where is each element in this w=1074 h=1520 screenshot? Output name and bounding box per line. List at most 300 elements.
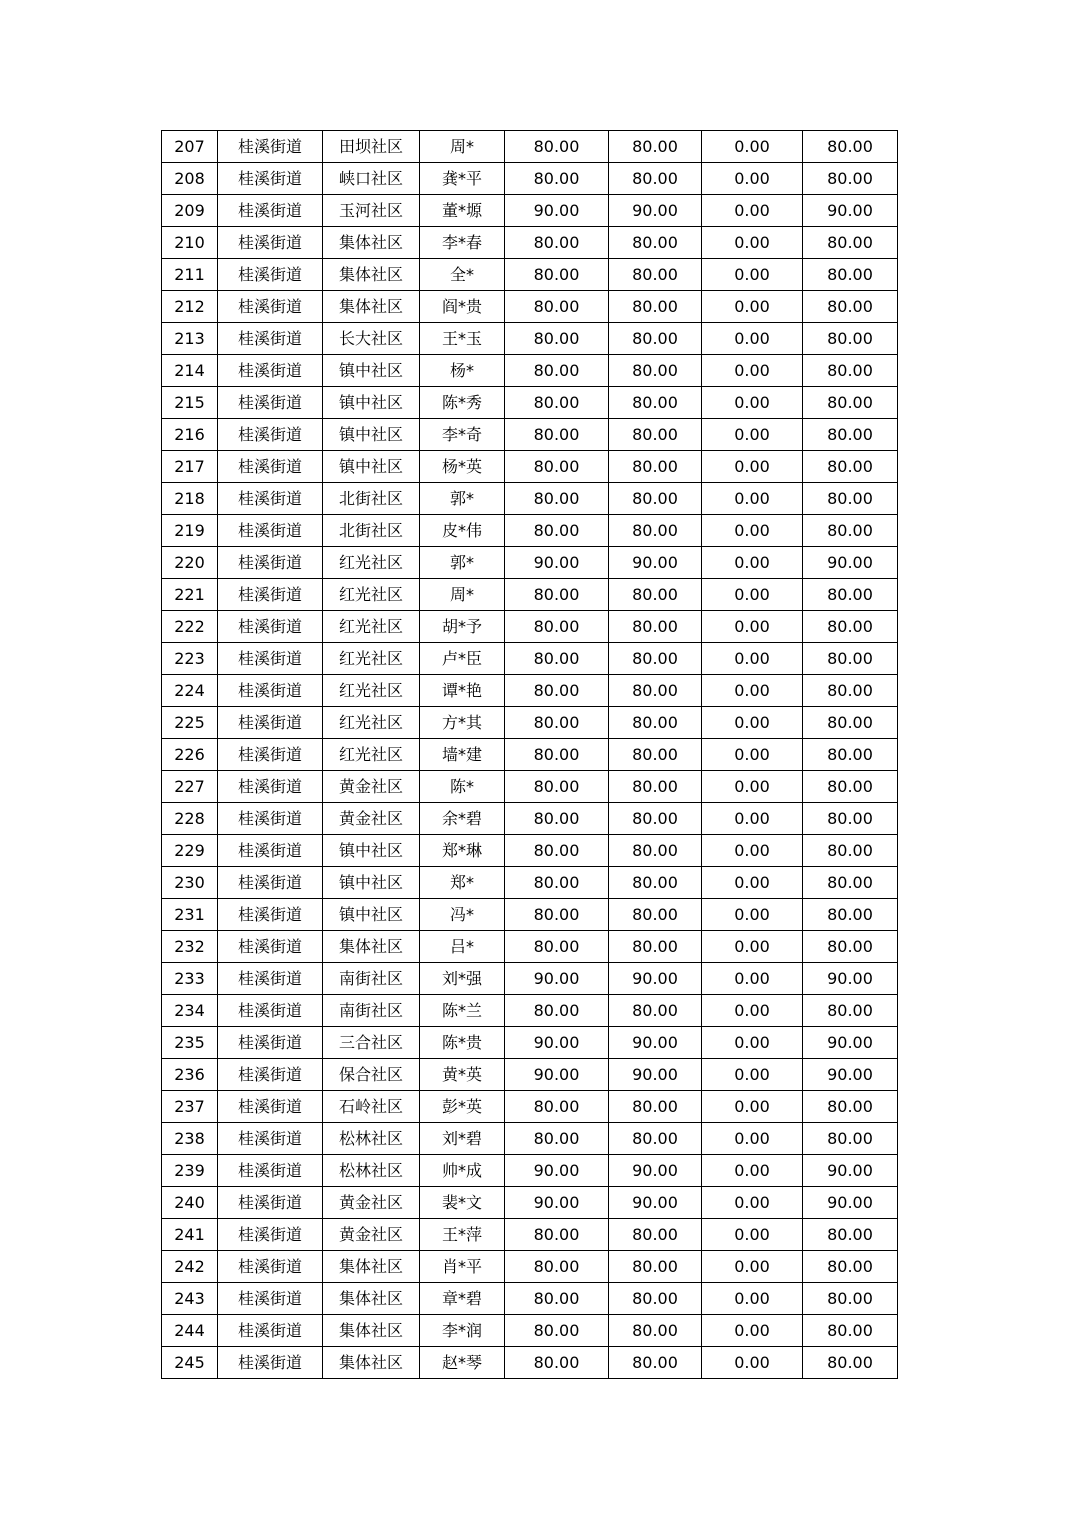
table-row (162, 1315, 898, 1347)
cell-community: 长大社区 (323, 323, 420, 355)
cell-street: 桂溪街道 (218, 611, 323, 643)
cell-value-b: 80.00 (609, 1219, 702, 1251)
cell-street: 桂溪街道 (218, 1187, 323, 1219)
cell-street: 桂溪街道 (218, 163, 323, 195)
cell-name: 刘*碧 (420, 1123, 505, 1155)
cell-total: 80.00 (803, 515, 898, 547)
cell-name: 周* (420, 579, 505, 611)
cell-value-a: 90.00 (505, 1059, 609, 1091)
cell-total: 80.00 (803, 227, 898, 259)
cell-value-c: 0.00 (702, 1219, 803, 1251)
cell-value-b: 80.00 (609, 835, 702, 867)
cell-index: 218 (162, 483, 218, 515)
cell-value-a: 80.00 (505, 835, 609, 867)
cell-value-b: 90.00 (609, 1027, 702, 1059)
cell-index: 239 (162, 1155, 218, 1187)
cell-value-b: 80.00 (609, 387, 702, 419)
cell-total: 90.00 (803, 963, 898, 995)
cell-total: 80.00 (803, 1283, 898, 1315)
cell-index: 208 (162, 163, 218, 195)
cell-total: 90.00 (803, 547, 898, 579)
table-row (162, 1027, 898, 1059)
cell-total: 80.00 (803, 1123, 898, 1155)
cell-total: 80.00 (803, 995, 898, 1027)
cell-index: 207 (162, 131, 218, 163)
cell-value-b: 80.00 (609, 451, 702, 483)
cell-value-b: 80.00 (609, 1123, 702, 1155)
cell-name: 郭* (420, 547, 505, 579)
cell-value-c: 0.00 (702, 483, 803, 515)
cell-value-c: 0.00 (702, 867, 803, 899)
cell-value-c: 0.00 (702, 835, 803, 867)
cell-value-c: 0.00 (702, 1187, 803, 1219)
table-row (162, 579, 898, 611)
cell-value-b: 80.00 (609, 771, 702, 803)
cell-index: 235 (162, 1027, 218, 1059)
cell-index: 227 (162, 771, 218, 803)
cell-value-a: 80.00 (505, 259, 609, 291)
cell-value-a: 80.00 (505, 899, 609, 931)
cell-total: 80.00 (803, 707, 898, 739)
cell-value-b: 90.00 (609, 1059, 702, 1091)
cell-street: 桂溪街道 (218, 515, 323, 547)
cell-total: 80.00 (803, 1251, 898, 1283)
cell-community: 镇中社区 (323, 867, 420, 899)
cell-name: 陈*秀 (420, 387, 505, 419)
cell-community: 集体社区 (323, 1315, 420, 1347)
cell-community: 集体社区 (323, 259, 420, 291)
cell-index: 226 (162, 739, 218, 771)
cell-community: 北街社区 (323, 515, 420, 547)
cell-value-c: 0.00 (702, 451, 803, 483)
cell-community: 三合社区 (323, 1027, 420, 1059)
cell-value-a: 80.00 (505, 1347, 609, 1379)
cell-community: 集体社区 (323, 227, 420, 259)
cell-value-a: 80.00 (505, 675, 609, 707)
cell-value-c: 0.00 (702, 387, 803, 419)
cell-community: 峡口社区 (323, 163, 420, 195)
cell-value-a: 80.00 (505, 451, 609, 483)
cell-street: 桂溪街道 (218, 867, 323, 899)
cell-name: 墙*建 (420, 739, 505, 771)
cell-name: 余*碧 (420, 803, 505, 835)
cell-value-c: 0.00 (702, 739, 803, 771)
cell-value-b: 80.00 (609, 1283, 702, 1315)
cell-total: 80.00 (803, 451, 898, 483)
cell-name: 章*碧 (420, 1283, 505, 1315)
cell-name: 吕* (420, 931, 505, 963)
cell-value-b: 80.00 (609, 483, 702, 515)
cell-name: 方*其 (420, 707, 505, 739)
cell-value-b: 80.00 (609, 1347, 702, 1379)
cell-value-b: 80.00 (609, 995, 702, 1027)
cell-community: 红光社区 (323, 579, 420, 611)
cell-street: 桂溪街道 (218, 195, 323, 227)
cell-index: 241 (162, 1219, 218, 1251)
cell-total: 90.00 (803, 1059, 898, 1091)
cell-street: 桂溪街道 (218, 1283, 323, 1315)
table-row (162, 1059, 898, 1091)
cell-value-c: 0.00 (702, 515, 803, 547)
cell-value-c: 0.00 (702, 611, 803, 643)
table-row (162, 931, 898, 963)
cell-street: 桂溪街道 (218, 931, 323, 963)
cell-community: 镇中社区 (323, 451, 420, 483)
cell-value-b: 80.00 (609, 643, 702, 675)
cell-value-c: 0.00 (702, 643, 803, 675)
cell-total: 80.00 (803, 291, 898, 323)
cell-total: 90.00 (803, 1155, 898, 1187)
cell-value-a: 90.00 (505, 195, 609, 227)
cell-street: 桂溪街道 (218, 1091, 323, 1123)
cell-community: 镇中社区 (323, 899, 420, 931)
table-row (162, 707, 898, 739)
table-row (162, 1283, 898, 1315)
cell-street: 桂溪街道 (218, 355, 323, 387)
table-row (162, 547, 898, 579)
cell-name: 卢*臣 (420, 643, 505, 675)
cell-community: 红光社区 (323, 707, 420, 739)
cell-name: 肖*平 (420, 1251, 505, 1283)
cell-street: 桂溪街道 (218, 323, 323, 355)
cell-street: 桂溪街道 (218, 227, 323, 259)
table-row (162, 355, 898, 387)
table-row (162, 867, 898, 899)
table-row (162, 803, 898, 835)
cell-community: 红光社区 (323, 739, 420, 771)
cell-name: 陈*兰 (420, 995, 505, 1027)
cell-total: 80.00 (803, 131, 898, 163)
cell-value-a: 80.00 (505, 1219, 609, 1251)
cell-index: 217 (162, 451, 218, 483)
cell-name: 陈*贵 (420, 1027, 505, 1059)
cell-street: 桂溪街道 (218, 419, 323, 451)
cell-index: 242 (162, 1251, 218, 1283)
cell-value-a: 80.00 (505, 707, 609, 739)
cell-community: 南街社区 (323, 963, 420, 995)
cell-value-b: 80.00 (609, 1091, 702, 1123)
cell-value-b: 90.00 (609, 1187, 702, 1219)
cell-value-c: 0.00 (702, 1155, 803, 1187)
table-row (162, 899, 898, 931)
cell-index: 240 (162, 1187, 218, 1219)
cell-community: 红光社区 (323, 675, 420, 707)
cell-value-c: 0.00 (702, 1059, 803, 1091)
cell-total: 80.00 (803, 835, 898, 867)
cell-name: 刘*强 (420, 963, 505, 995)
cell-name: 裴*文 (420, 1187, 505, 1219)
cell-total: 80.00 (803, 643, 898, 675)
cell-total: 80.00 (803, 1315, 898, 1347)
cell-name: 郑*琳 (420, 835, 505, 867)
cell-value-a: 90.00 (505, 963, 609, 995)
cell-value-c: 0.00 (702, 579, 803, 611)
table-row (162, 227, 898, 259)
cell-value-b: 80.00 (609, 131, 702, 163)
table-row (162, 963, 898, 995)
table-row (162, 739, 898, 771)
cell-name: 帅*成 (420, 1155, 505, 1187)
cell-value-b: 90.00 (609, 1155, 702, 1187)
cell-index: 209 (162, 195, 218, 227)
cell-index: 234 (162, 995, 218, 1027)
cell-value-c: 0.00 (702, 931, 803, 963)
cell-name: 冯* (420, 899, 505, 931)
cell-value-c: 0.00 (702, 163, 803, 195)
cell-index: 222 (162, 611, 218, 643)
cell-street: 桂溪街道 (218, 995, 323, 1027)
cell-name: 周* (420, 131, 505, 163)
cell-value-a: 80.00 (505, 419, 609, 451)
cell-value-a: 80.00 (505, 931, 609, 963)
cell-value-a: 80.00 (505, 1251, 609, 1283)
cell-street: 桂溪街道 (218, 1155, 323, 1187)
cell-value-a: 80.00 (505, 1315, 609, 1347)
cell-value-a: 80.00 (505, 323, 609, 355)
table-row (162, 483, 898, 515)
cell-name: 皮*伟 (420, 515, 505, 547)
cell-value-a: 80.00 (505, 643, 609, 675)
cell-community: 集体社区 (323, 291, 420, 323)
cell-community: 南街社区 (323, 995, 420, 1027)
cell-value-a: 80.00 (505, 579, 609, 611)
cell-index: 229 (162, 835, 218, 867)
cell-index: 237 (162, 1091, 218, 1123)
cell-value-c: 0.00 (702, 803, 803, 835)
cell-community: 镇中社区 (323, 355, 420, 387)
cell-value-c: 0.00 (702, 195, 803, 227)
cell-street: 桂溪街道 (218, 1059, 323, 1091)
table-row (162, 163, 898, 195)
cell-index: 231 (162, 899, 218, 931)
cell-name: 杨*英 (420, 451, 505, 483)
table-row (162, 195, 898, 227)
cell-street: 桂溪街道 (218, 675, 323, 707)
cell-community: 集体社区 (323, 1347, 420, 1379)
table-row (162, 675, 898, 707)
cell-total: 80.00 (803, 739, 898, 771)
table-row (162, 515, 898, 547)
table-row (162, 611, 898, 643)
cell-name: 胡*予 (420, 611, 505, 643)
cell-name: 龚*平 (420, 163, 505, 195)
cell-name: 王*萍 (420, 1219, 505, 1251)
cell-index: 211 (162, 259, 218, 291)
cell-community: 黄金社区 (323, 771, 420, 803)
cell-value-a: 80.00 (505, 867, 609, 899)
cell-value-b: 80.00 (609, 579, 702, 611)
cell-index: 213 (162, 323, 218, 355)
cell-total: 80.00 (803, 483, 898, 515)
table-row (162, 1091, 898, 1123)
table-row (162, 1123, 898, 1155)
cell-name: 彭*英 (420, 1091, 505, 1123)
cell-total: 80.00 (803, 259, 898, 291)
cell-value-a: 80.00 (505, 483, 609, 515)
cell-street: 桂溪街道 (218, 1315, 323, 1347)
cell-value-c: 0.00 (702, 419, 803, 451)
cell-street: 桂溪街道 (218, 899, 323, 931)
cell-community: 镇中社区 (323, 387, 420, 419)
table-row (162, 1187, 898, 1219)
table-row (162, 387, 898, 419)
cell-index: 214 (162, 355, 218, 387)
cell-index: 210 (162, 227, 218, 259)
cell-community: 镇中社区 (323, 419, 420, 451)
cell-index: 244 (162, 1315, 218, 1347)
cell-community: 红光社区 (323, 547, 420, 579)
table-body (162, 131, 898, 1379)
cell-total: 80.00 (803, 419, 898, 451)
cell-community: 集体社区 (323, 931, 420, 963)
cell-index: 228 (162, 803, 218, 835)
cell-value-a: 90.00 (505, 547, 609, 579)
cell-total: 80.00 (803, 1219, 898, 1251)
cell-street: 桂溪街道 (218, 1347, 323, 1379)
cell-community: 北街社区 (323, 483, 420, 515)
cell-total: 80.00 (803, 387, 898, 419)
cell-community: 松林社区 (323, 1123, 420, 1155)
cell-value-b: 90.00 (609, 963, 702, 995)
cell-community: 黄金社区 (323, 803, 420, 835)
cell-value-c: 0.00 (702, 1123, 803, 1155)
cell-value-b: 80.00 (609, 899, 702, 931)
cell-street: 桂溪街道 (218, 707, 323, 739)
cell-value-b: 80.00 (609, 1251, 702, 1283)
cell-value-a: 80.00 (505, 611, 609, 643)
cell-value-b: 80.00 (609, 323, 702, 355)
cell-total: 80.00 (803, 803, 898, 835)
cell-street: 桂溪街道 (218, 547, 323, 579)
cell-total: 80.00 (803, 899, 898, 931)
cell-value-c: 0.00 (702, 1251, 803, 1283)
cell-name: 郭* (420, 483, 505, 515)
cell-total: 80.00 (803, 323, 898, 355)
cell-name: 郑* (420, 867, 505, 899)
cell-value-a: 80.00 (505, 227, 609, 259)
cell-total: 90.00 (803, 1027, 898, 1059)
cell-name: 全* (420, 259, 505, 291)
cell-community: 玉河社区 (323, 195, 420, 227)
cell-value-a: 80.00 (505, 515, 609, 547)
cell-index: 233 (162, 963, 218, 995)
cell-index: 236 (162, 1059, 218, 1091)
cell-value-c: 0.00 (702, 323, 803, 355)
cell-community: 石岭社区 (323, 1091, 420, 1123)
cell-value-c: 0.00 (702, 675, 803, 707)
cell-value-a: 80.00 (505, 803, 609, 835)
cell-name: 谭*艳 (420, 675, 505, 707)
cell-value-b: 80.00 (609, 227, 702, 259)
table-row (162, 643, 898, 675)
cell-value-c: 0.00 (702, 1283, 803, 1315)
cell-community: 红光社区 (323, 611, 420, 643)
table-row (162, 259, 898, 291)
cell-street: 桂溪街道 (218, 259, 323, 291)
cell-name: 陈* (420, 771, 505, 803)
cell-value-c: 0.00 (702, 291, 803, 323)
cell-value-c: 0.00 (702, 707, 803, 739)
cell-name: 阎*贵 (420, 291, 505, 323)
table-row (162, 291, 898, 323)
table-row (162, 451, 898, 483)
cell-street: 桂溪街道 (218, 643, 323, 675)
cell-value-a: 80.00 (505, 355, 609, 387)
cell-value-a: 80.00 (505, 291, 609, 323)
cell-value-c: 0.00 (702, 963, 803, 995)
cell-value-b: 80.00 (609, 259, 702, 291)
cell-index: 212 (162, 291, 218, 323)
cell-street: 桂溪街道 (218, 1219, 323, 1251)
cell-index: 221 (162, 579, 218, 611)
cell-index: 243 (162, 1283, 218, 1315)
cell-total: 80.00 (803, 611, 898, 643)
cell-value-a: 80.00 (505, 771, 609, 803)
cell-value-b: 80.00 (609, 675, 702, 707)
table-row (162, 1219, 898, 1251)
table-row (162, 995, 898, 1027)
cell-index: 230 (162, 867, 218, 899)
cell-name: 王*玉 (420, 323, 505, 355)
cell-community: 红光社区 (323, 643, 420, 675)
cell-value-a: 90.00 (505, 1027, 609, 1059)
data-table (161, 130, 898, 1379)
table-row (162, 323, 898, 355)
cell-total: 80.00 (803, 163, 898, 195)
cell-value-a: 80.00 (505, 995, 609, 1027)
cell-value-a: 80.00 (505, 131, 609, 163)
cell-street: 桂溪街道 (218, 963, 323, 995)
cell-community: 集体社区 (323, 1283, 420, 1315)
table-row (162, 419, 898, 451)
cell-value-b: 90.00 (609, 547, 702, 579)
cell-name: 李*润 (420, 1315, 505, 1347)
cell-value-b: 80.00 (609, 163, 702, 195)
cell-value-b: 80.00 (609, 515, 702, 547)
cell-value-b: 80.00 (609, 739, 702, 771)
cell-street: 桂溪街道 (218, 803, 323, 835)
cell-value-a: 80.00 (505, 1123, 609, 1155)
cell-total: 80.00 (803, 771, 898, 803)
cell-value-b: 80.00 (609, 355, 702, 387)
cell-community: 黄金社区 (323, 1187, 420, 1219)
cell-value-a: 80.00 (505, 387, 609, 419)
cell-value-b: 80.00 (609, 803, 702, 835)
cell-value-b: 80.00 (609, 1315, 702, 1347)
cell-value-a: 80.00 (505, 1091, 609, 1123)
cell-index: 245 (162, 1347, 218, 1379)
cell-street: 桂溪街道 (218, 131, 323, 163)
cell-name: 杨* (420, 355, 505, 387)
cell-index: 224 (162, 675, 218, 707)
cell-street: 桂溪街道 (218, 579, 323, 611)
cell-community: 黄金社区 (323, 1219, 420, 1251)
cell-street: 桂溪街道 (218, 1123, 323, 1155)
cell-community: 松林社区 (323, 1155, 420, 1187)
cell-name: 李*奇 (420, 419, 505, 451)
cell-total: 80.00 (803, 1347, 898, 1379)
cell-value-c: 0.00 (702, 131, 803, 163)
cell-street: 桂溪街道 (218, 387, 323, 419)
cell-value-a: 90.00 (505, 1187, 609, 1219)
cell-index: 223 (162, 643, 218, 675)
cell-value-b: 80.00 (609, 611, 702, 643)
cell-street: 桂溪街道 (218, 451, 323, 483)
cell-value-a: 80.00 (505, 1283, 609, 1315)
cell-value-b: 80.00 (609, 867, 702, 899)
cell-index: 232 (162, 931, 218, 963)
cell-name: 李*春 (420, 227, 505, 259)
